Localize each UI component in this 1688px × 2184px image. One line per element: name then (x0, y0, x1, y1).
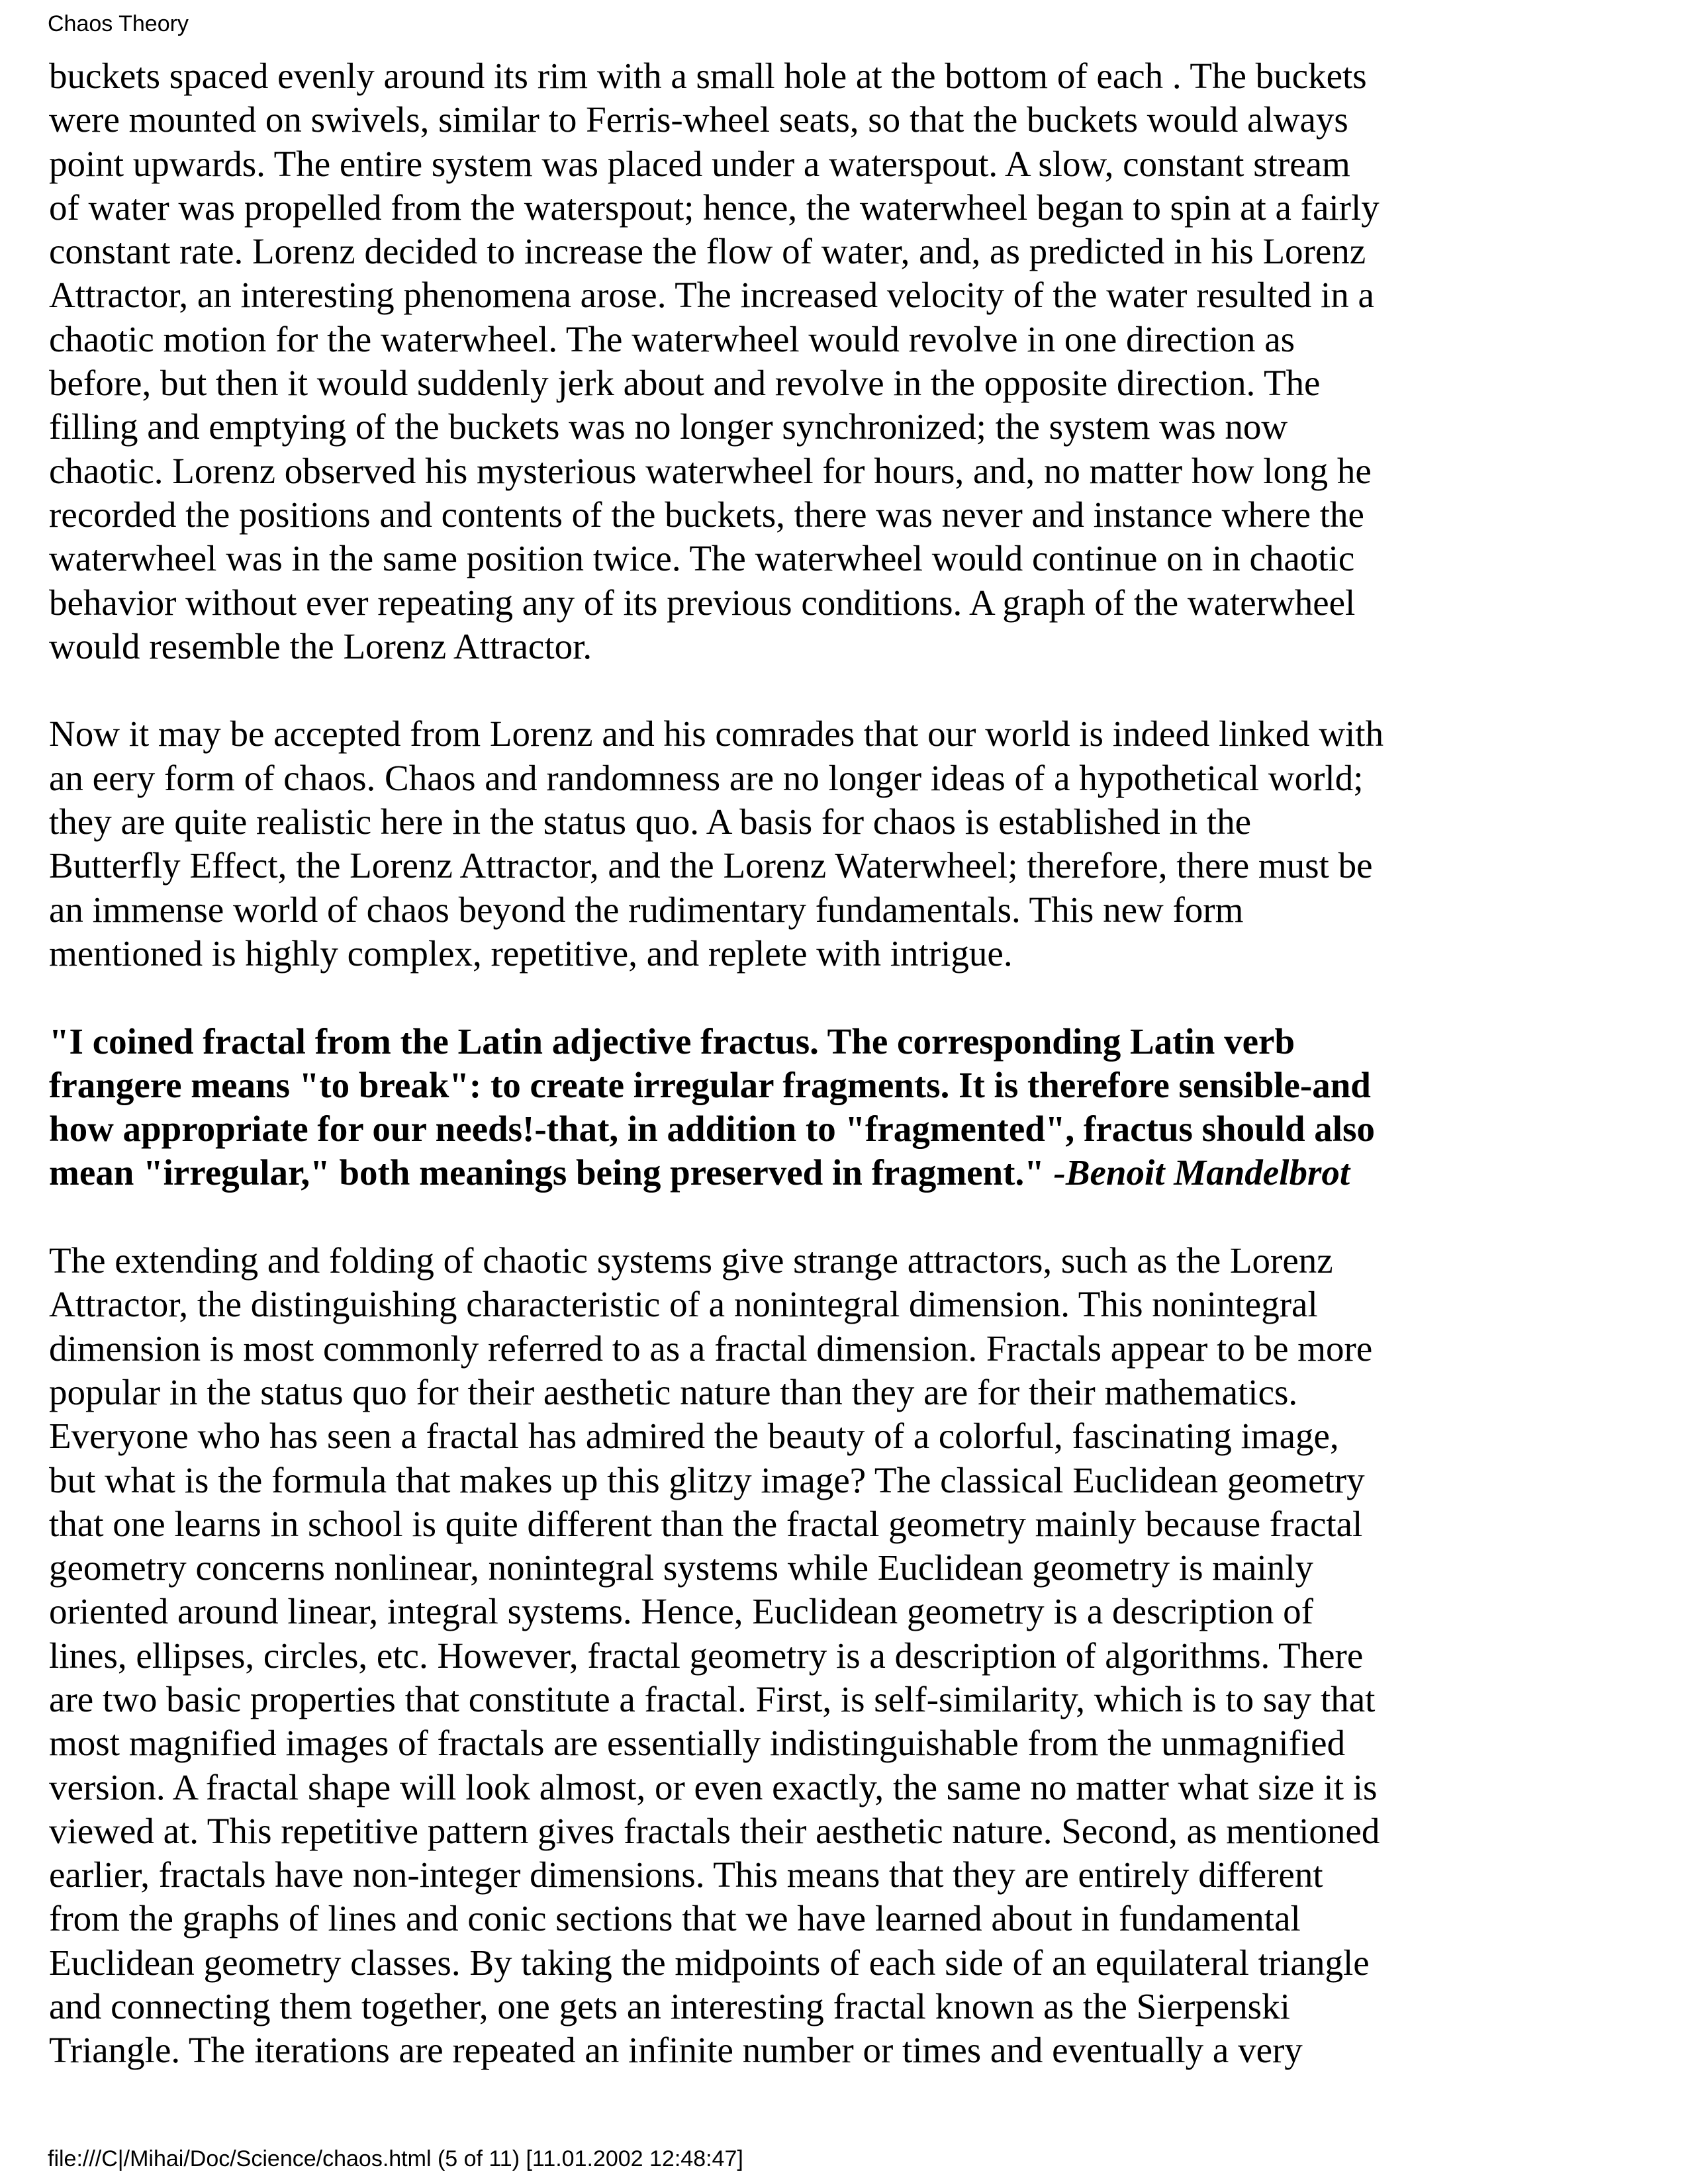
mandelbrot-quote (49, 1020, 1532, 1195)
text-line: would resemble the Lorenz Attractor. (49, 625, 592, 666)
text-line: oriented around linear, integral systems. Hence, Euclidean geometry is a description of (49, 1591, 1313, 1632)
text-line: filling and emptying of the buckets was no longer synchronized; the system was now (49, 406, 1288, 447)
text-line: they are quite realistic here in the status quo. A basis for chaos is established in the (49, 801, 1252, 842)
paragraph-fractals (49, 1239, 1532, 2073)
text-line: lines, ellipses, circles, etc. However, fractal geometry is a description of algorithms. There (49, 1635, 1364, 1676)
text-line: most magnified images of fractals are essentially indistinguishable from the unmagnified (49, 1723, 1346, 1764)
text-line: an immense world of chaos beyond the rudimentary fundamentals. This new form (49, 889, 1244, 930)
text-line: of water was propelled from the waterspout; hence, the waterwheel began to spin at a fairly (49, 187, 1380, 228)
text-line: waterwheel was in the same position twice. The waterwheel would continue on in chaotic (49, 538, 1355, 579)
paragraph-spacer (49, 668, 1532, 712)
quote-text: mean "irregular," both meanings being preserved in fragment." (49, 1152, 1054, 1193)
text-line: earlier, fractals have non-integer dimensions. This means that they are entirely different (49, 1854, 1323, 1895)
quote-line: how appropriate for our needs!-that, in addition to "fragmented", fractus should also (49, 1109, 1375, 1150)
quote-last-line (49, 1151, 1532, 1195)
text-line: from the graphs of lines and conic sections that we have learned about in fundamental (49, 1898, 1301, 1939)
quote-line: frangere means "to break": to create irregular fragments. It is therefore sensible-and (49, 1064, 1371, 1105)
quote-line: "I coined fractal from the Latin adjective fractus. The corresponding Latin verb (49, 1021, 1295, 1062)
text-line: Euclidean geometry classes. By taking the midpoints of each side of an equilateral triangle (49, 1942, 1370, 1983)
text-line: constant rate. Lorenz decided to increase the flow of water, and, as predicted in his Lorenz (49, 231, 1366, 272)
text-line: mentioned is highly complex, repetitive, and replete with intrigue. (49, 933, 1013, 974)
text-line: Butterfly Effect, the Lorenz Attractor, and the Lorenz Waterwheel; therefore, there must be (49, 845, 1373, 886)
article-body (49, 54, 1532, 2073)
text-line: version. A fractal shape will look almost, or even exactly, the same no matter what size it is (49, 1766, 1378, 1807)
paragraph-spacer (49, 1195, 1532, 1239)
text-line: dimension is most commonly referred to as a fractal dimension. Fractals appear to be more (49, 1328, 1373, 1369)
quote-attribution: -Benoit Mandelbrot (1053, 1152, 1350, 1193)
text-line: The extending and folding of chaotic systems give strange attractors, such as the Lorenz (49, 1240, 1333, 1281)
text-line: that one learns in school is quite different than the fractal geometry mainly because fractal (49, 1503, 1363, 1544)
page-footer-url: file:///C|/Mihai/Doc/Science/chaos.html (5 of 11) [11.01.2002 12:48:47] (48, 2146, 743, 2171)
text-line: recorded the positions and contents of the buckets, there was never and instance where the (49, 494, 1364, 535)
text-line: Triangle. The iterations are repeated an infinite number or times and eventually a very (49, 2030, 1303, 2071)
text-line: Attractor, the distinguishing characteristic of a nonintegral dimension. This nonintegral (49, 1284, 1318, 1325)
paragraph-chaos-world (49, 712, 1532, 976)
text-line: buckets spaced evenly around its rim with a small hole at the bottom of each . The buckets (49, 56, 1367, 96)
page-header-title: Chaos Theory (48, 11, 189, 36)
text-line: an eery form of chaos. Chaos and randomness are no longer ideas of a hypothetical world; (49, 757, 1364, 798)
text-line: are two basic properties that constitute a fractal. First, is self-similarity, which is to say that (49, 1678, 1376, 1719)
paragraph-waterwheel (49, 54, 1532, 668)
text-line: Everyone who has seen a fractal has admired the beauty of a colorful, fascinating image, (49, 1416, 1339, 1457)
text-line: point upwards. The entire system was placed under a waterspout. A slow, constant stream (49, 143, 1350, 184)
text-line: chaotic motion for the waterwheel. The waterwheel would revolve in one direction as (49, 318, 1295, 359)
text-line: viewed at. This repetitive pattern gives fractals their aesthetic nature. Second, as mentioned (49, 1810, 1380, 1851)
text-line: were mounted on swivels, similar to Ferris-wheel seats, so that the buckets would always (49, 99, 1348, 140)
text-line: Now it may be accepted from Lorenz and his comrades that our world is indeed linked with (49, 713, 1384, 754)
text-line: chaotic. Lorenz observed his mysterious waterwheel for hours, and, no matter how long he (49, 450, 1372, 491)
text-line: popular in the status quo for their aesthetic nature than they are for their mathematics. (49, 1371, 1298, 1412)
text-line: but what is the formula that makes up this glitzy image? The classical Euclidean geometry (49, 1459, 1365, 1500)
text-line: before, but then it would suddenly jerk about and revolve in the opposite direction. The (49, 363, 1321, 404)
paragraph-spacer (49, 976, 1532, 1019)
text-line: and connecting them together, one gets an interesting fractal known as the Sierpenski (49, 1986, 1290, 2027)
text-line: Attractor, an interesting phenomena arose. The increased velocity of the water resulted in a (49, 275, 1374, 316)
text-line: behavior without ever repeating any of its previous conditions. A graph of the waterwheel (49, 582, 1356, 623)
text-line: geometry concerns nonlinear, nonintegral systems while Euclidean geometry is mainly (49, 1547, 1314, 1588)
